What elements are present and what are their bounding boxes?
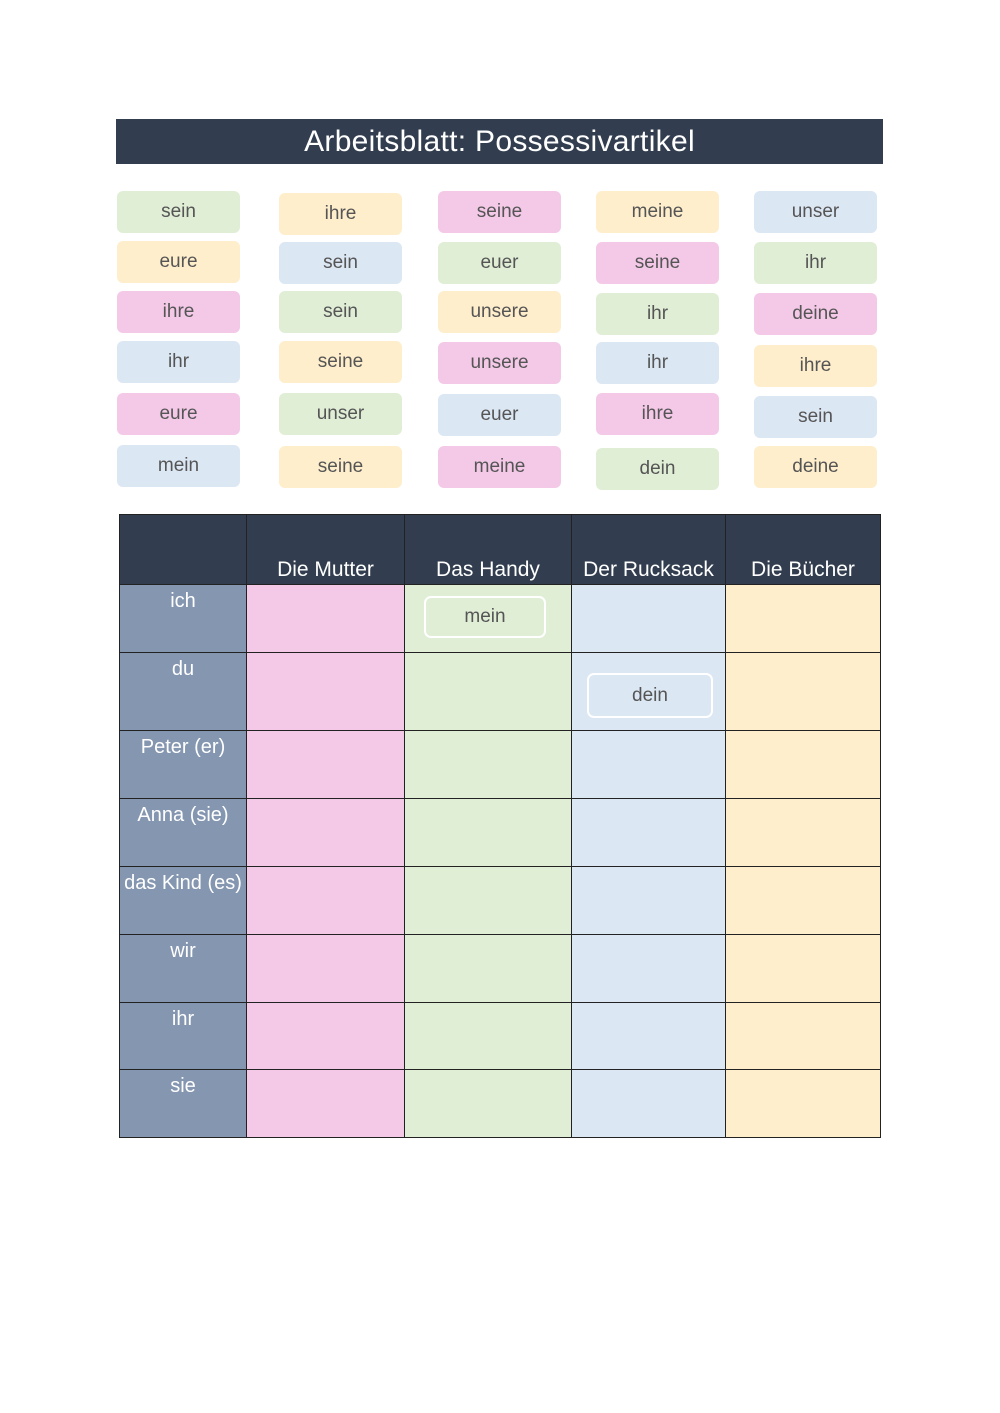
drop-cell[interactable] bbox=[405, 1003, 572, 1070]
drop-cell[interactable] bbox=[572, 1003, 726, 1070]
word-tile[interactable]: euer bbox=[438, 242, 561, 284]
drop-cell[interactable] bbox=[572, 731, 726, 799]
word-tile[interactable]: deine bbox=[754, 293, 877, 335]
drop-cell[interactable] bbox=[247, 1070, 405, 1138]
drop-cell[interactable] bbox=[247, 867, 405, 935]
drop-cell[interactable] bbox=[726, 653, 881, 731]
drop-cell[interactable] bbox=[572, 867, 726, 935]
drop-cell[interactable] bbox=[405, 867, 572, 935]
table-row bbox=[120, 1070, 881, 1138]
word-tile[interactable]: sein bbox=[279, 242, 402, 284]
word-tile[interactable]: ihr bbox=[596, 293, 719, 335]
word-tile[interactable]: ihre bbox=[117, 291, 240, 333]
word-tile[interactable]: sein bbox=[279, 291, 402, 333]
drop-cell[interactable] bbox=[405, 653, 572, 731]
table-row bbox=[120, 1003, 881, 1070]
word-tile[interactable]: meine bbox=[596, 191, 719, 233]
drop-cell[interactable] bbox=[726, 799, 881, 867]
drop-cell[interactable] bbox=[247, 585, 405, 653]
word-tile[interactable]: ihre bbox=[596, 393, 719, 435]
drop-cell[interactable] bbox=[572, 585, 726, 653]
word-tile[interactable]: eure bbox=[117, 393, 240, 435]
word-tile[interactable]: meine bbox=[438, 446, 561, 488]
drop-cell[interactable] bbox=[247, 935, 405, 1003]
possessive-table bbox=[119, 514, 881, 1138]
word-tile[interactable]: seine bbox=[596, 242, 719, 284]
word-tile[interactable]: unsere bbox=[438, 342, 561, 384]
header-die-mutter: Die Mutter bbox=[247, 515, 405, 585]
word-tile[interactable]: seine bbox=[438, 191, 561, 233]
drop-cell[interactable] bbox=[572, 799, 726, 867]
table-row bbox=[120, 585, 881, 653]
table-row bbox=[120, 935, 881, 1003]
row-label: Anna (sie) bbox=[120, 799, 247, 867]
word-tile[interactable]: dein bbox=[596, 448, 719, 490]
placed-word[interactable]: dein bbox=[587, 673, 713, 718]
drop-cell[interactable] bbox=[405, 1070, 572, 1138]
drop-cell[interactable] bbox=[247, 731, 405, 799]
word-tile[interactable]: sein bbox=[117, 191, 240, 233]
table-row bbox=[120, 799, 881, 867]
word-tile[interactable]: unsere bbox=[438, 291, 561, 333]
drop-cell[interactable] bbox=[572, 653, 726, 731]
table-row bbox=[120, 867, 881, 935]
drop-cell[interactable] bbox=[405, 935, 572, 1003]
word-tile[interactable]: seine bbox=[279, 341, 402, 383]
row-label: du bbox=[120, 653, 247, 731]
word-tile[interactable]: unser bbox=[279, 393, 402, 435]
drop-cell[interactable] bbox=[726, 731, 881, 799]
table-row bbox=[120, 731, 881, 799]
row-label: Peter (er) bbox=[120, 731, 247, 799]
header-corner bbox=[120, 515, 247, 585]
row-label: ich bbox=[120, 585, 247, 653]
word-tile[interactable]: deine bbox=[754, 446, 877, 488]
row-label: wir bbox=[120, 935, 247, 1003]
drop-cell[interactable] bbox=[247, 1003, 405, 1070]
word-tile[interactable]: mein bbox=[117, 445, 240, 487]
word-tile[interactable]: ihr bbox=[754, 242, 877, 284]
row-label: ihr bbox=[120, 1003, 247, 1070]
header-die-buecher: Die Bücher bbox=[726, 515, 881, 585]
word-tile[interactable]: eure bbox=[117, 241, 240, 283]
row-label: das Kind (es) bbox=[120, 867, 247, 935]
word-tile[interactable]: ihr bbox=[117, 341, 240, 383]
drop-cell[interactable] bbox=[726, 867, 881, 935]
drop-cell[interactable] bbox=[405, 731, 572, 799]
drop-cell[interactable] bbox=[572, 1070, 726, 1138]
page-title: Arbeitsblatt: Possessivartikel bbox=[116, 119, 883, 164]
word-tile[interactable]: ihr bbox=[596, 342, 719, 384]
word-tile[interactable]: euer bbox=[438, 394, 561, 436]
drop-cell[interactable] bbox=[405, 585, 572, 653]
word-tile[interactable]: sein bbox=[754, 396, 877, 438]
drop-cell[interactable] bbox=[247, 653, 405, 731]
header-der-rucksack: Der Rucksack bbox=[572, 515, 726, 585]
drop-cell[interactable] bbox=[405, 799, 572, 867]
drop-cell[interactable] bbox=[726, 585, 881, 653]
header-das-handy: Das Handy bbox=[405, 515, 572, 585]
drop-cell[interactable] bbox=[572, 935, 726, 1003]
drop-cell[interactable] bbox=[726, 1070, 881, 1138]
table-row bbox=[120, 653, 881, 731]
word-tile[interactable]: ihre bbox=[279, 193, 402, 235]
drop-cell[interactable] bbox=[726, 1003, 881, 1070]
word-tile[interactable]: unser bbox=[754, 191, 877, 233]
word-tile[interactable]: seine bbox=[279, 446, 402, 488]
placed-word[interactable]: mein bbox=[424, 596, 546, 638]
row-label: sie bbox=[120, 1070, 247, 1138]
drop-cell[interactable] bbox=[726, 935, 881, 1003]
drop-cell[interactable] bbox=[247, 799, 405, 867]
table-header-row bbox=[120, 515, 881, 585]
word-tile[interactable]: ihre bbox=[754, 345, 877, 387]
